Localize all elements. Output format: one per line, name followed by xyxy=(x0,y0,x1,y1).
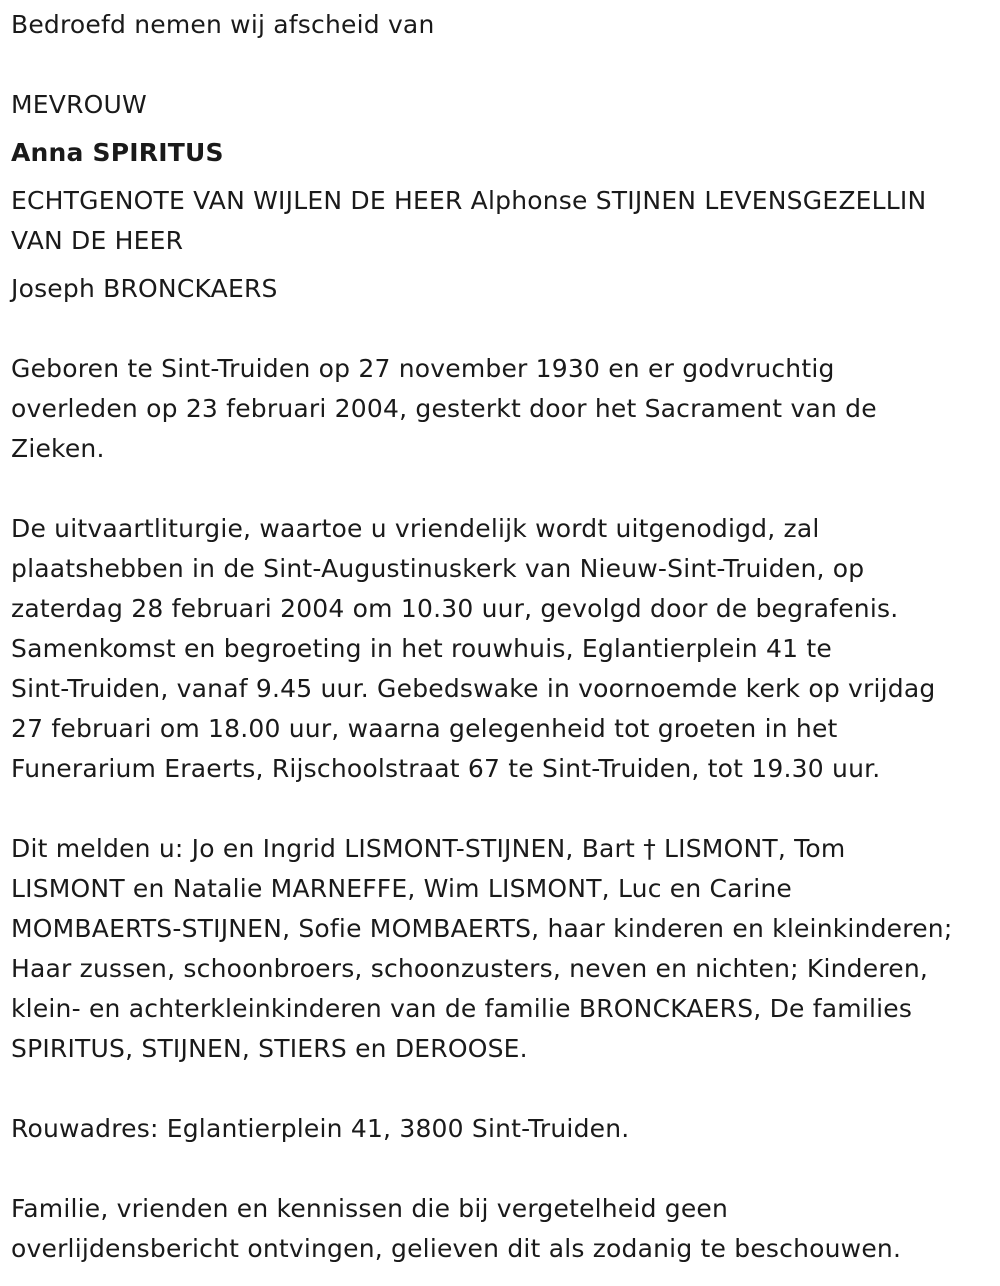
mourning-address: Rouwadres: Eglantierplein 41, 3800 Sint-Truiden. xyxy=(11,1114,630,1143)
closing-line: overlijdensbericht ontvingen, gelieven dit als zodanig te beschouwen. xyxy=(11,1234,902,1263)
funeral-line: plaatshebben in de Sint-Augustinuskerk van Nieuw-Sint-Truiden, op xyxy=(11,554,865,583)
funeral-line: Sint-Truiden, vanaf 9.45 uur. Gebedswake in voornoemde kerk op vrijdag xyxy=(11,674,936,703)
family-line: Haar zussen, schoonbroers, schoonzusters, neven en nichten; Kinderen, xyxy=(11,954,929,983)
relation-line: VAN DE HEER xyxy=(11,226,184,255)
family-line: MOMBAERTS-STIJNEN, Sofie MOMBAERTS, haar kinderen en kleinkinderen; xyxy=(11,914,953,943)
birth-death-line: Zieken. xyxy=(11,434,105,463)
funeral-line: De uitvaartliturgie, waartoe u vriendelijk wordt uitgenodigd, zal xyxy=(11,514,820,543)
family-line: Dit melden u: Jo en Ingrid LISMONT-STIJNEN, Bart † LISMONT, Tom xyxy=(11,834,846,863)
deceased-name: Anna SPIRITUS xyxy=(11,138,224,167)
family-line: klein- en achterkleinkinderen van de familie BRONCKAERS, De families xyxy=(11,994,913,1023)
intro-text: Bedroefd nemen wij afscheid van xyxy=(11,10,435,39)
funeral-line: Samenkomst en begroeting in het rouwhuis, Eglantierplein 41 te xyxy=(11,634,832,663)
relation-line: Joseph BRONCKAERS xyxy=(11,274,278,303)
family-line: SPIRITUS, STIJNEN, STIERS en DEROOSE. xyxy=(11,1034,528,1063)
birth-death-line: overleden op 23 februari 2004, gesterkt door het Sacrament van de xyxy=(11,394,877,423)
funeral-line: Funerarium Eraerts, Rijschoolstraat 67 te Sint-Truiden, tot 19.30 uur. xyxy=(11,754,881,783)
honorific: MEVROUW xyxy=(11,90,147,119)
funeral-line: 27 februari om 18.00 uur, waarna gelegenheid tot groeten in het xyxy=(11,714,838,743)
birth-death-line: Geboren te Sint-Truiden op 27 november 1930 en er godvruchtig xyxy=(11,354,835,383)
closing-line: Familie, vrienden en kennissen die bij vergetelheid geen xyxy=(11,1194,729,1223)
relation-line: ECHTGENOTE VAN WIJLEN DE HEER Alphonse STIJNEN LEVENSGEZELLIN xyxy=(11,186,927,215)
funeral-line: zaterdag 28 februari 2004 om 10.30 uur, gevolgd door de begrafenis. xyxy=(11,594,899,623)
family-line: LISMONT en Natalie MARNEFFE, Wim LISMONT, Luc en Carine xyxy=(11,874,792,903)
